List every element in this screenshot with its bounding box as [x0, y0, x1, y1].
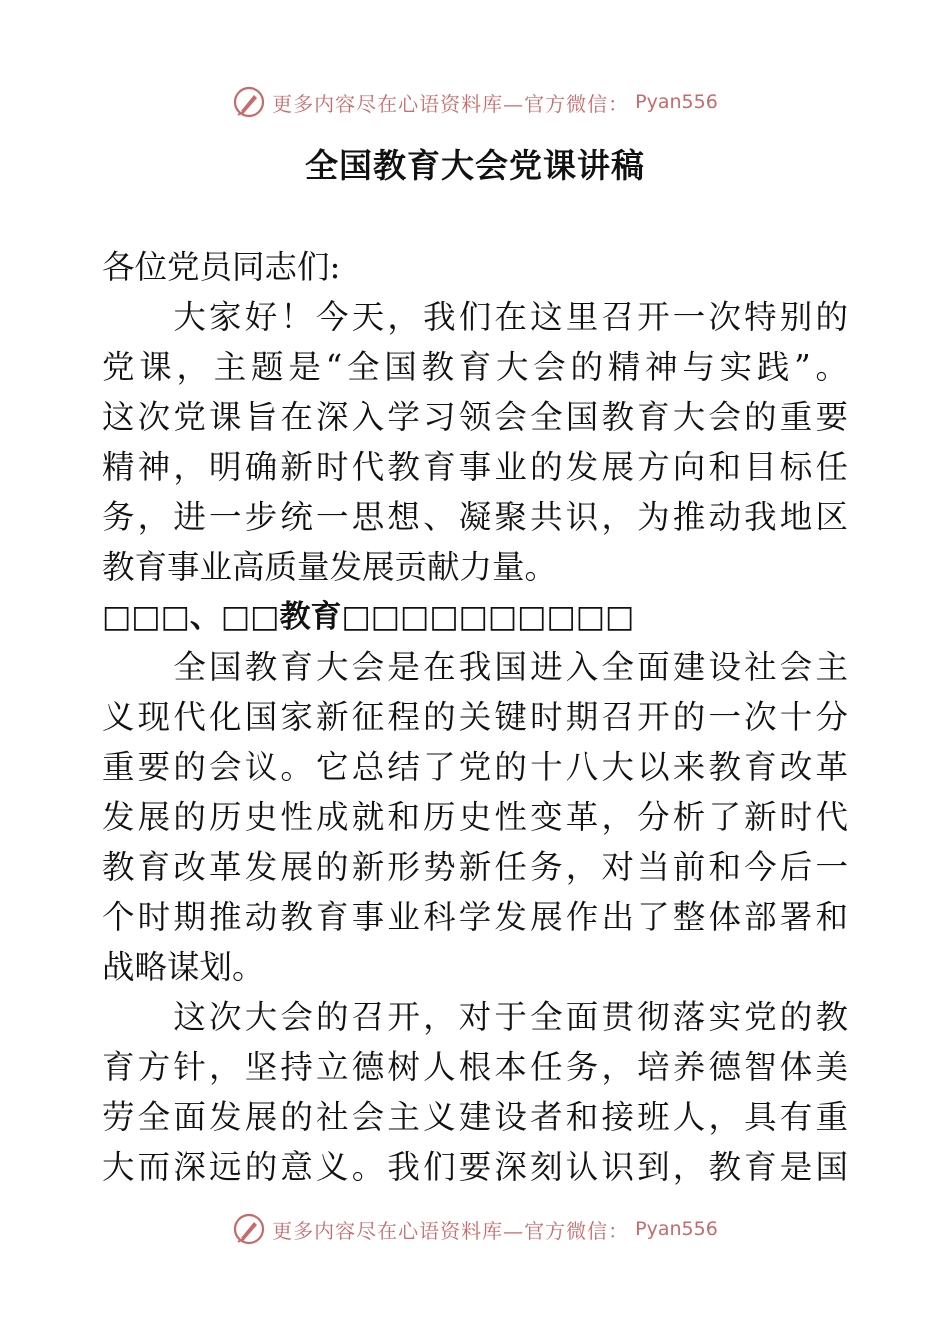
text-line: 这次大会的召开，对于全面贯彻落实党的教: [102, 998, 848, 1036]
text-line: 发展的历史性成就和历史性变革，分析了新时代: [102, 798, 848, 836]
text-line: 这次党课旨在深入学习领会全国教育大会的重要: [102, 398, 848, 436]
watermark-handle: Pyan556: [635, 91, 718, 113]
text-line: 战略谋划。: [102, 948, 265, 986]
text-line: 务，进一步统一思想、凝聚共识，为推动我地区: [102, 498, 848, 536]
document-title: 全国教育大会党课讲稿: [305, 146, 645, 185]
text-line: 义现代化国家新征程的关键时期召开的一次十分: [102, 698, 848, 736]
text-line: 大而深远的意义。我们要深刻认识到，教育是国: [102, 1148, 848, 1186]
text-line: 大家好！今天，我们在这里召开一次特别的: [102, 298, 848, 336]
text-line: 全国教育大会是在我国进入全面建设社会主: [102, 648, 848, 686]
pen-nib-logo-icon: [232, 85, 266, 119]
section-heading: □□□、□□教育□□□□□□□□□□: [102, 599, 635, 635]
footer-watermark: [0, 1212, 950, 1246]
text-line: 育方针，坚持立德树人根本任务，培养德智体美: [102, 1048, 848, 1086]
text-line: 各位党员同志们:: [102, 248, 341, 286]
text-line: 重要的会议。它总结了党的十八大以来教育改革: [102, 748, 848, 786]
text-line: 精神，明确新时代教育事业的发展方向和目标任: [102, 448, 848, 486]
watermark-text: 更多内容尽在心语资料库—官方微信：: [272, 91, 630, 116]
watermark-text: 更多内容尽在心语资料库—官方微信：: [272, 1218, 630, 1243]
pen-nib-logo-icon: [232, 1212, 266, 1246]
text-line: 教育改革发展的新形势新任务，对当前和今后一: [102, 848, 848, 886]
watermark-handle: Pyan556: [635, 1218, 718, 1240]
text-line: 教育事业高质量发展贡献力量。: [102, 548, 558, 586]
header-watermark: [0, 85, 950, 119]
document-body: [102, 242, 848, 1192]
text-line: 个时期推动教育事业科学发展作出了整体部署和: [102, 898, 848, 936]
text-line: 劳全面发展的社会主义建设者和接班人，具有重: [102, 1098, 848, 1136]
text-line: 党课，主题是“全国教育大会的精神与实践”。: [102, 348, 848, 386]
